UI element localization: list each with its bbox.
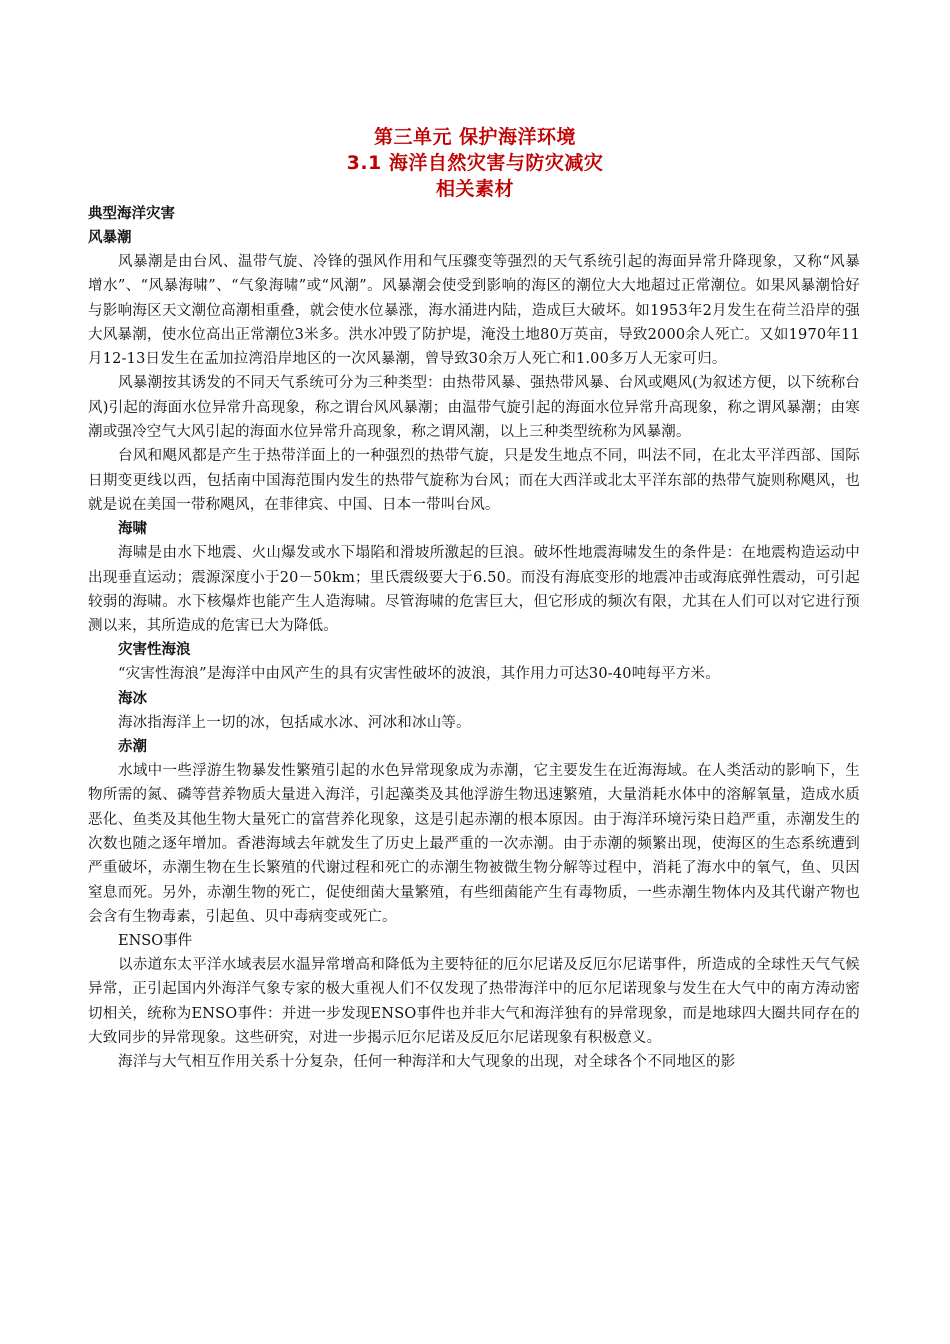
- red-tide-paragraph: 水域中一些浮游生物暴发性繁殖引起的水色异常现象成为赤潮，它主要发生在近海海域。在人类活动的影响下，生物所需的氮、磷等营养物质大量进入海洋，引起藻类及其他浮游生物迅速繁殖，大量消耗水体中的溶解氧量，造成水质恶化、鱼类及其他生物大量死亡的富营养化现象，这是引起赤潮的根本原因。由于海洋环境污染日趋严重，赤潮发生的次数也随之逐年增加。香港海域去年就发生了历史上最严重的一次赤潮。由于赤潮的频繁出现，使海区的生态系统遭到严重破坏，赤潮生物在生长繁殖的代谢过程和死亡的赤潮生物被微生物分解等过程中，消耗了海水中的氧气，鱼、贝因窒息而死。另外，赤潮生物的死亡，促使细菌大量繁殖，有些细菌能产生有毒物质，一些赤潮生物体内及其代谢产物也会含有生物毒素，引起鱼、贝中毒病变或死亡。: [88, 763, 860, 925]
- tsunami-heading: 海啸: [118, 521, 147, 538]
- section-heading: 典型海洋灾害: [88, 206, 175, 222]
- tsunami-paragraph: 海啸是由水下地震、火山爆发或水下塌陷和滑坡所激起的巨浪。破坏性地震海啸发生的条件是：在地震构造运动中出现垂直运动；震源深度小于20－50km；里氏震级要大于6.50。而没有海底变形的地震冲击或海底弹性震动，可引起较弱的海啸。水下核爆炸也能产生人造海啸。尽管海啸的危害巨大，但它形成的频次有限，尤其在人们可以对它进行预测以来，其所造成的危害已大为降低。: [88, 545, 860, 635]
- waves-heading: 灾害性海浪: [118, 642, 191, 659]
- sea-ice-heading: 海冰: [118, 690, 147, 707]
- document-body: [88, 202, 860, 1075]
- sea-ice-paragraph: 海冰指海洋上一切的冰，包括咸水冰、河冰和冰山等。: [118, 714, 471, 731]
- enso-paragraph-2: 海洋与大气相互作用关系十分复杂，任何一种海洋和大气现象的出现，对全球各个不同地区的影: [118, 1054, 736, 1071]
- waves-paragraph: “灾害性海浪”是海洋中由风产生的具有灾害性破坏的波浪，其作用力可达30-40吨每平方米。: [118, 666, 720, 683]
- storm-surge-paragraph-1: 风暴潮是由台风、温带气旋、冷锋的强风作用和气压骤变等强烈的天气系统引起的海面异常升降现象，又称“风暴增水”、“风暴海啸”、“气象海啸”或“风潮”。风暴潮会使受到影响的海区的潮位大大地超过正常潮位。如果风暴潮恰好与影响海区天文潮位高潮相重叠，就会使水位暴涨，海水涌进内陆，造成巨大破坏。如1953年2月发生在荷兰沿岸的强大风暴潮，使水位高出正常潮位3米多。洪水冲毁了防护堤，淹没土地80万英亩，导致2000余人死亡。又如1970年11月12-13日发生在孟加拉湾沿岸地区的一次风暴潮，曾导致30余万人死亡和1.00多万人无家可归。: [88, 254, 860, 368]
- title-block: [0, 124, 950, 202]
- enso-heading: ENSO事件: [118, 933, 193, 950]
- storm-surge-paragraph-2: 风暴潮按其诱发的不同天气系统可分为三种类型：由热带风暴、强热带风暴、台风或飓风(为叙述方便，以下统称台风)引起的海面水位异常升高现象，称之谓台风风暴潮；由温带气旋引起的海面水位异常升高现象，称之谓风暴潮；由寒潮或强冷空气大风引起的海面水位异常升高现象，称之谓风潮，以上三种类型统称为风暴潮。: [88, 375, 860, 441]
- lesson-title: 3.1 海洋自然灾害与防灾减灾: [346, 152, 604, 174]
- storm-surge-paragraph-3: 台风和飓风都是产生于热带洋面上的一种强烈的热带气旋，只是发生地点不同，叫法不同，在北太平洋西部、国际日期变更线以西，包括南中国海范围内发生的热带气旋称为台风；而在大西洋或北太平洋东部的热带气旋则称飓风，也就是说在美国一带称飓风，在菲律宾、中国、日本一带叫台风。: [88, 448, 860, 513]
- red-tide-heading: 赤潮: [118, 739, 147, 756]
- enso-paragraph-1: 以赤道东太平洋水域表层水温异常增高和降低为主要特征的厄尔尼诺及反厄尔尼诺事件，所造成的全球性天气气候异常，正引起国内外海洋气象专家的极大重视人们不仅发现了热带海洋中的厄尔尼诺现象与发生在大气中的南方涛动密切相关，统称为ENSO事件：并进一步发现ENSO事件也并非大气和海洋独有的异常现象，而是地球四大圈共同存在的大致同步的异常现象。这些研究，对进一步揭示厄尔尼诺及反厄尔尼诺现象有积极意义。: [88, 957, 860, 1047]
- material-title: 相关素材: [435, 178, 514, 200]
- unit-title: 第三单元 保护海洋环境: [373, 126, 577, 148]
- storm-surge-heading: 风暴潮: [88, 230, 132, 246]
